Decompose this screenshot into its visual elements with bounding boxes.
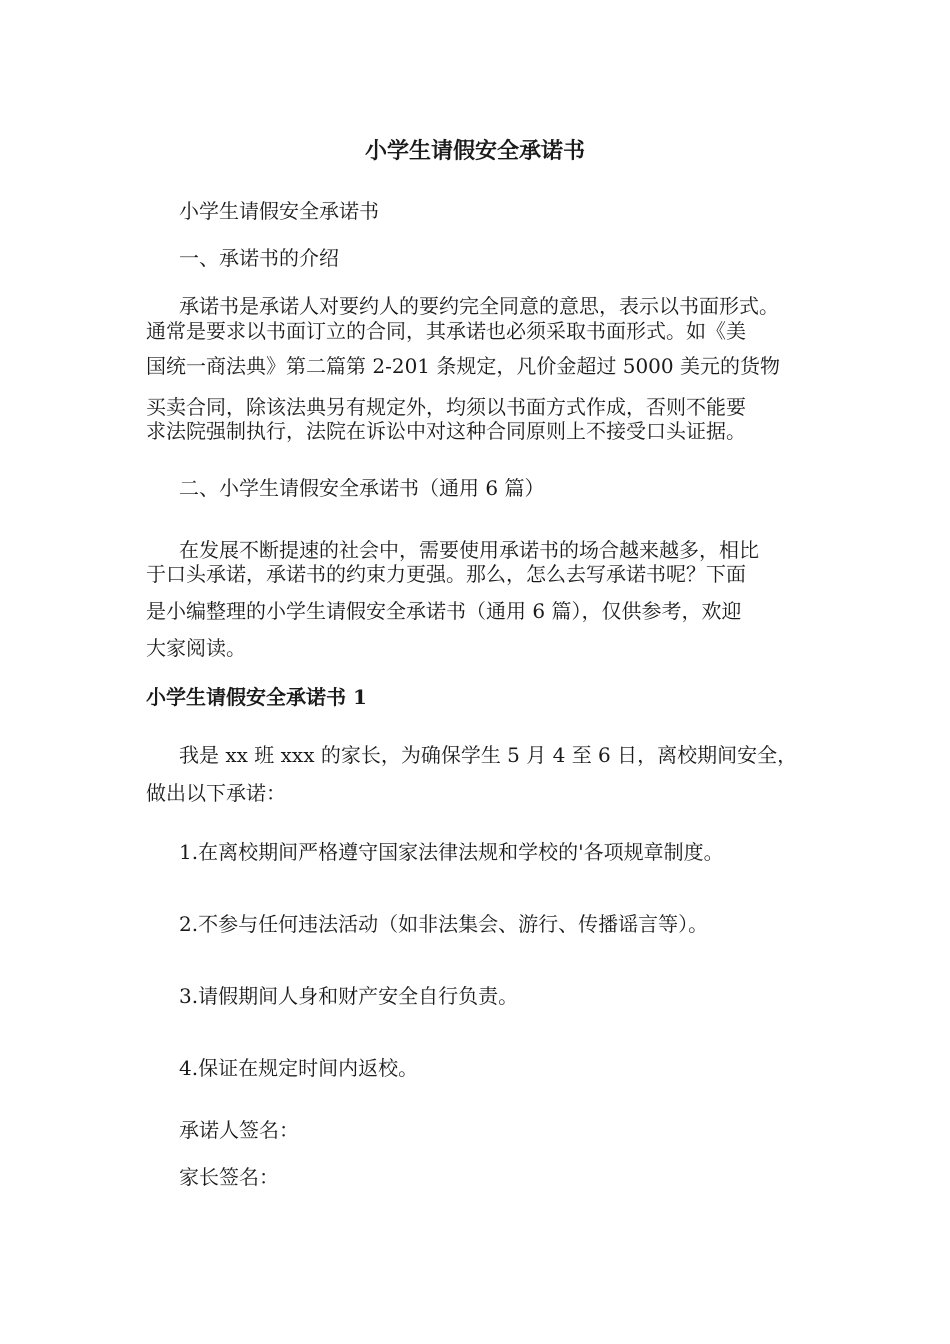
preface-paragraph-line: 大家阅读。 <box>146 636 246 660</box>
document-subtitle: 小学生请假安全承诺书 <box>179 199 379 223</box>
promise-item: 3.请假期间人身和财产安全自行负责。 <box>179 984 519 1008</box>
preface-paragraph-line: 是小编整理的小学生请假安全承诺书（通用 6 篇），仅供参考，欢迎 <box>146 599 742 623</box>
intro-paragraph-line: 国统一商法典》第二篇第 2-201 条规定，凡价金超过 5000 美元的货物 <box>146 354 780 378</box>
letter-heading: 小学生请假安全承诺书 1 <box>146 685 367 709</box>
intro-paragraph-line: 求法院强制执行，法院在诉讼中对这种合同原则上不接受口头证据。 <box>146 419 746 443</box>
preface-paragraph-line: 在发展不断提速的社会中，需要使用承诺书的场合越来越多，相比 <box>179 538 759 562</box>
section-heading-introduction: 一、承诺书的介绍 <box>179 246 339 270</box>
intro-paragraph-line: 通常是要求以书面订立的合同，其承诺也必须采取书面形式。如《美 <box>146 319 746 343</box>
intro-paragraph-line: 承诺书是承诺人对要约人的要约完全同意的意思，表示以书面形式。 <box>179 294 779 318</box>
parent-signature-label: 家长签名： <box>179 1165 279 1189</box>
promise-item: 4.保证在规定时间内返校。 <box>179 1056 419 1080</box>
promisor-signature-label: 承诺人签名： <box>179 1118 299 1142</box>
document-title: 小学生请假安全承诺书 <box>364 138 585 164</box>
section-heading-letters: 二、小学生请假安全承诺书（通用 6 篇） <box>179 476 545 500</box>
promise-item: 2.不参与任何违法活动（如非法集会、游行、传播谣言等）。 <box>179 912 709 936</box>
letter-intro-line: 我是 xx 班 xxx 的家长，为确保学生 5 月 4 至 6 日，离校期间安全， <box>179 743 798 767</box>
letter-intro-line: 做出以下承诺： <box>146 781 286 805</box>
intro-paragraph-line: 买卖合同，除该法典另有规定外，均须以书面方式作成，否则不能要 <box>146 395 746 419</box>
promise-item: 1.在离校期间严格遵守国家法律法规和学校的'各项规章制度。 <box>179 840 724 864</box>
preface-paragraph-line: 于口头承诺，承诺书的约束力更强。那么，怎么去写承诺书呢？下面 <box>146 562 746 586</box>
